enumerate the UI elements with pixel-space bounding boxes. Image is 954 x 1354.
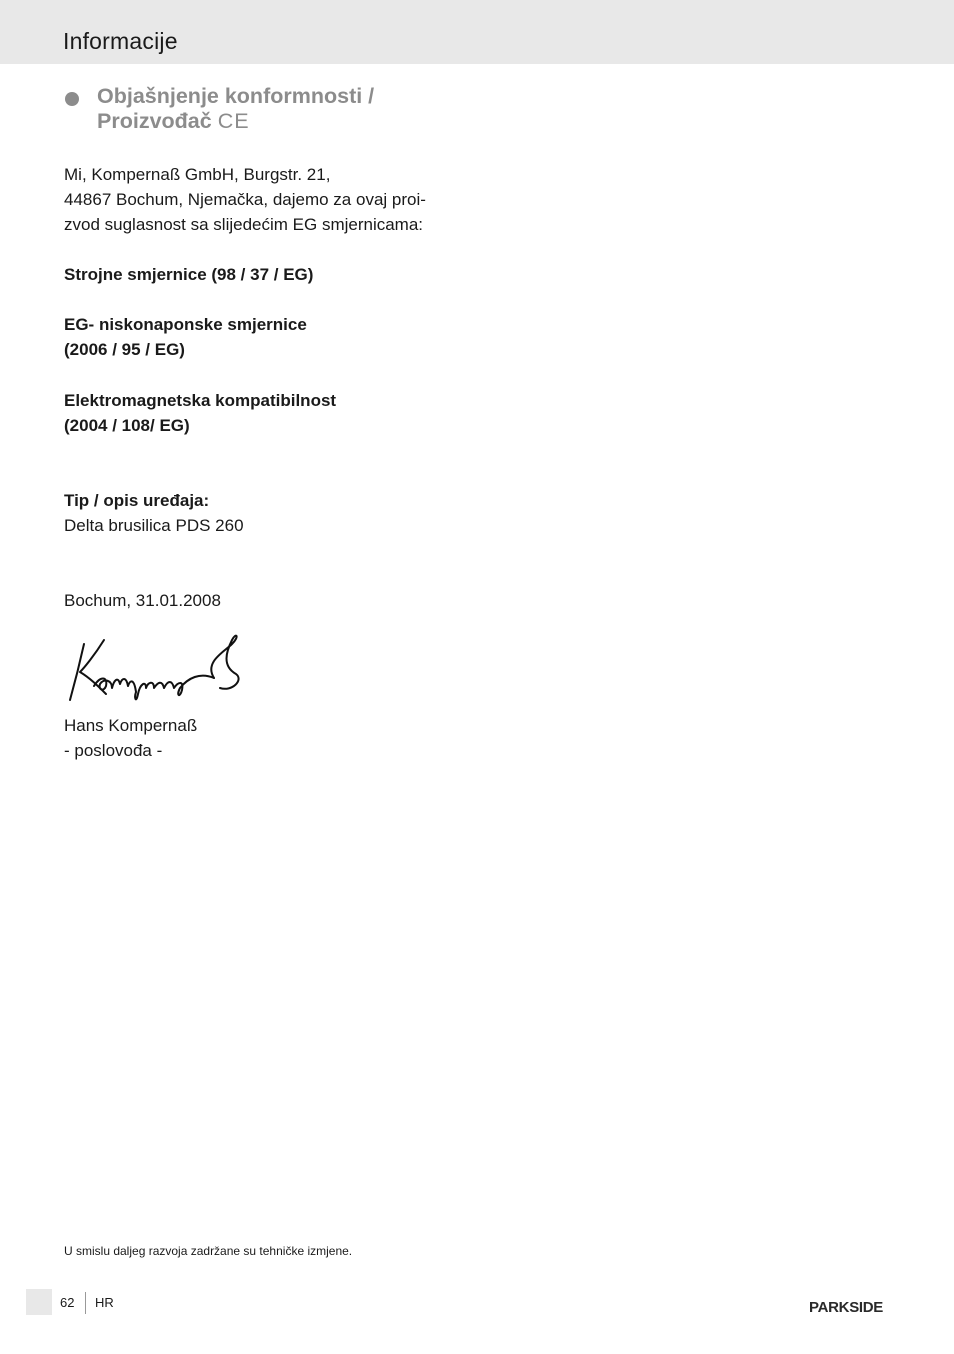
device-value: Delta brusilica PDS 260 xyxy=(64,516,244,535)
directive-machinery xyxy=(64,262,313,287)
directive-low-voltage-line-2: (2006 / 95 / EG) xyxy=(64,340,185,359)
footer-note: U smislu daljeg razvoja zadržane su tehničke izmjene. xyxy=(64,1244,353,1258)
signatory-role: - poslovođa - xyxy=(64,741,163,760)
intro-line-1: Mi, Kompernaß GmbH, Burgstr. 21, xyxy=(64,165,331,184)
signatory xyxy=(64,713,197,763)
date-text: Bochum, 31.01.2008 xyxy=(64,591,221,610)
section-heading xyxy=(97,84,517,134)
directive-low-voltage-line-1: EG- niskonaponske smjernice xyxy=(64,315,307,334)
directive-emc xyxy=(64,388,336,438)
intro-line-3: zvod suglasnost sa slijedećim EG smjernicama: xyxy=(64,215,424,234)
intro-paragraph xyxy=(64,162,426,237)
section-bullet-icon xyxy=(65,92,79,106)
device-label: Tip / opis uređaja: xyxy=(64,491,210,510)
directive-emc-line-1: Elektromagnetska kompatibilnost xyxy=(64,391,337,410)
ce-mark-icon: CE xyxy=(217,109,250,133)
page-title: Informacije xyxy=(63,28,178,54)
directive-emc-line-2: (2004 / 108/ EG) xyxy=(64,416,190,435)
declaration-date xyxy=(64,588,221,613)
brand-logo: PARKSIDE xyxy=(809,1299,883,1316)
signature-stroke-k-stem xyxy=(70,644,84,700)
signatory-name: Hans Kompernaß xyxy=(64,716,198,735)
page-divider xyxy=(85,1292,86,1314)
directive-machinery-line-1: Strojne smjernice (98 / 37 / EG) xyxy=(64,265,314,284)
device-info xyxy=(64,488,244,538)
signature-stroke-body xyxy=(94,676,214,700)
signature-image xyxy=(64,632,244,708)
directive-low-voltage xyxy=(64,312,307,362)
page-number: 62 xyxy=(60,1295,75,1310)
section-heading-line-2 xyxy=(97,109,517,134)
section-heading-manufacturer: Proizvođač xyxy=(97,109,212,133)
signature-stroke-sz xyxy=(211,636,238,689)
page-marker xyxy=(26,1289,52,1315)
page-language: HR xyxy=(95,1295,114,1310)
section-heading-line-1: Objašnjenje konformnosti / xyxy=(97,84,375,108)
intro-line-2: 44867 Bochum, Njemačka, dajemo za ovaj proi- xyxy=(64,190,426,209)
